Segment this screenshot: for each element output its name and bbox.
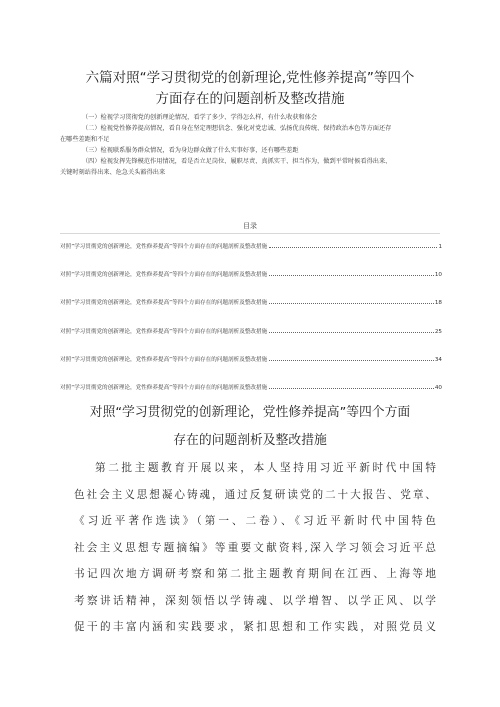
intro-item-continuation: 关键时刻站得出来、危急关头豁得出来: [60, 169, 166, 176]
toc-entry[interactable]: [60, 270, 442, 280]
toc-leader-dots: [269, 331, 434, 333]
body-line: 第二批主题教育开展以来，本人坚持用习近平新时代中国特: [95, 462, 436, 474]
toc-entry-text: 对照“学习贯彻党的创新理论，党性修养提高”等四个方面存在的问题剖析及整改措施: [60, 329, 268, 335]
toc-entry-text: 对照“学习贯彻党的创新理论，党性修养提高”等四个方面存在的问题剖析及整改措施: [60, 272, 268, 278]
body-paragraph: [74, 455, 436, 641]
body-line: 促干的丰富内涵和实践要求，紧扣思想和工作实践，对照党员义: [74, 621, 436, 633]
toc-entry[interactable]: [60, 383, 442, 393]
toc-heading: 目录: [243, 222, 257, 230]
toc-leader-dots: [269, 274, 434, 276]
toc-entry-page: 25: [434, 329, 442, 335]
toc-entry-page: 10: [434, 272, 442, 278]
section-title-line-1: 对照“学习贯彻党的创新理论，党性修养提高”等四个方面: [89, 405, 411, 420]
toc-entry[interactable]: [60, 242, 442, 252]
toc-leader-dots: [269, 387, 434, 389]
intro-item: （三）检视联系服务群众情况，看为身边群众做了什么实事好事，还有哪些差距: [82, 147, 299, 154]
intro-item: （二）检视党性修养提高情况，看自身在坚定理想信念、强化对党忠诚、弘扬优良传统、保持政治本色等方面还存: [82, 125, 392, 132]
intro-item: （一）检视学习贯彻党的创新理论情况，看学了多少、学得怎么样，有什么收获和体会: [82, 114, 318, 121]
toc-entry-page: 34: [434, 357, 442, 363]
document-title-line-2: 方面存在的问题剖析及整改措施: [155, 91, 345, 107]
toc-leader-dots: [269, 246, 437, 248]
body-line: 考察讲话精神，深刻领悟以学铸魂、以学增智、以学正风、以学: [74, 594, 436, 607]
document-title-line-1: 六篇对照“学习贯彻党的创新理论,党性修养提高”等四个: [85, 70, 415, 86]
toc-leader-dots: [269, 302, 434, 304]
intro-item-continuation: 在哪些差距和不足: [60, 136, 110, 143]
toc-entry-page: 40: [434, 385, 442, 391]
toc-entry-text: 对照“学习贯彻党的创新理论，党性修养提高”等四个方面存在的问题剖析及整改措施: [60, 385, 268, 391]
toc-entry-page: 1: [438, 244, 442, 250]
toc-entry[interactable]: [60, 298, 442, 308]
section-title-line-2: 存在的问题剖析及整改措施: [173, 433, 327, 448]
toc-entry[interactable]: [60, 355, 442, 365]
toc-entry[interactable]: [60, 327, 442, 337]
intro-item: （四）检视发挥先锋模范作用情况，看是否立足岗位、履职尽责、真抓实干、担当作为，做到平常时候看得出来、: [82, 158, 392, 165]
toc-entry-text: 对照”学习贯彻党的创新理论，党性修养提高”等四个方面存在的问题剖析及整改措施: [60, 244, 268, 250]
body-line: 书记四次地方调研考察和第二批主题教育期间在江西、上海等地: [74, 568, 436, 580]
toc-entry-page: 18: [434, 300, 442, 306]
toc-entry-text: 对照”学习贯彻党的创新理论，党性修养提高”等四个方面存在的问题剖析及整改措施: [60, 357, 268, 363]
toc-entry-text: 对照”学习贯彻党的创新理论，党性修养提高”等四个方面存在的问题剖析及整改措施: [60, 300, 268, 306]
body-line: 社会主义思想专题摘编》等重要文献资料,深入学习领会习近平总: [74, 541, 436, 554]
intro-list: [60, 112, 450, 178]
body-line: 《习近平著作选读》（第一、二卷）、《习近平新时代中国特色: [74, 515, 436, 527]
toc-divider: [60, 233, 440, 234]
toc-leader-dots: [269, 359, 434, 361]
body-line: 色社会主义思想凝心铸魂，通过反复研读党的二十大报告、党章、: [74, 488, 436, 501]
